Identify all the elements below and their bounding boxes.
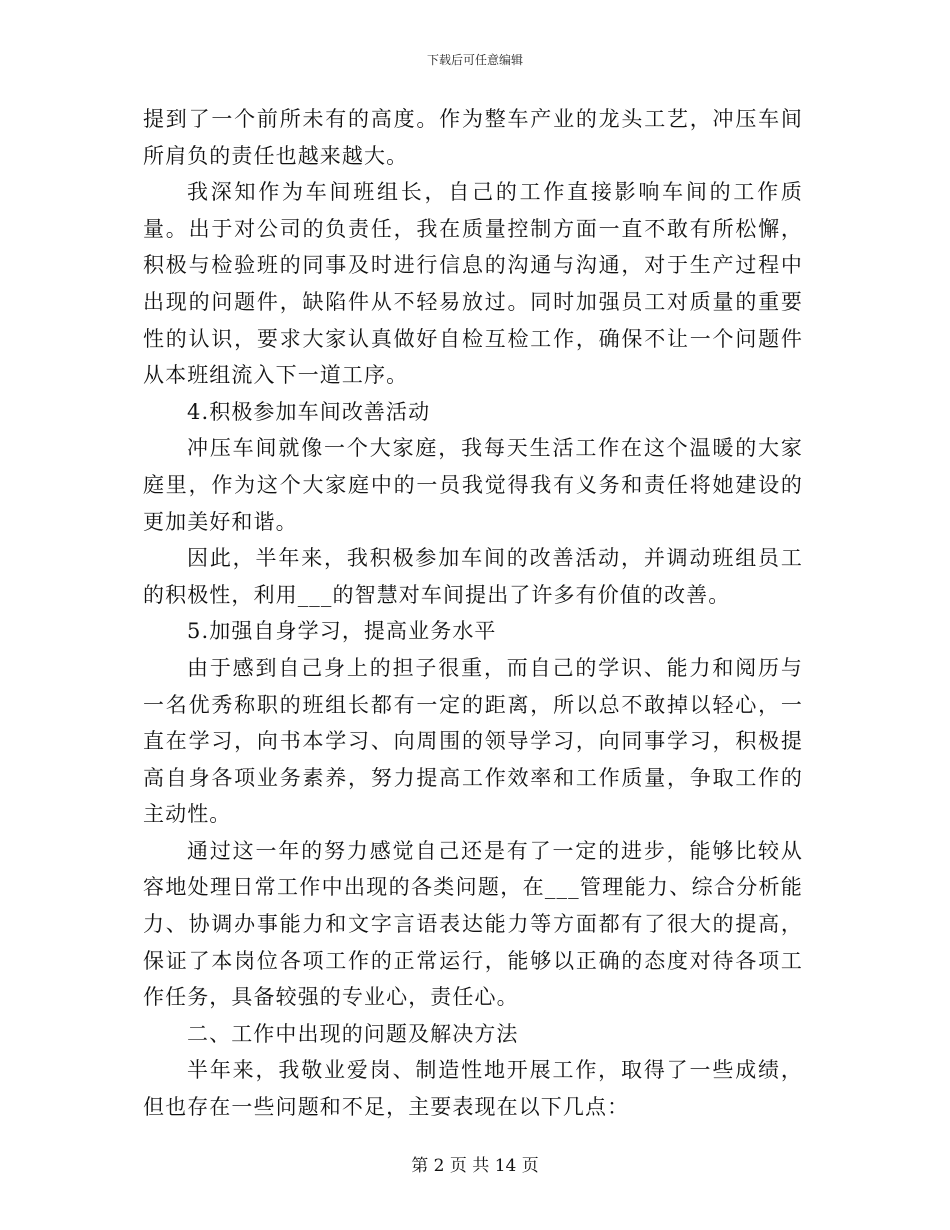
document-body [143, 101, 803, 1126]
paragraph: 通过这一年的努力感觉自己还是有了一定的进步，能够比较从容地处理日常工作中出现的各类问题，在___管理能力、综合分析能力、协调办事能力和文字言语表达能力等方面都有了很大的提高，保证了本岗位各项工作的正常运行，能够以正确的态度对待各项工作任务，具备较强的专业心，责任心。 [143, 838, 803, 1010]
paragraph: 半年来，我敬业爱岗、制造性地开展工作，取得了一些成绩，但也存在一些问题和不足，主要表现在以下几点： [143, 1058, 803, 1120]
section-heading: 二、工作中出现的问题及解决方法 [187, 1021, 519, 1046]
paragraph: 提到了一个前所未有的高度。作为整车产业的龙头工艺，冲压车间所肩负的责任也越来越大。 [143, 107, 803, 168]
paragraph: 我深知作为车间班组长，自己的工作直接影响车间的工作质量。出于对公司的负责任，我在质量控制方面一直不敢有所松懈，积极与检验班的同事及时进行信息的沟通与沟通，对于生产过程中出现的问题件，缺陷件从不轻易放过。同时加强员工对质量的重要性的认识，要求大家认真做好自检互检工作，确保不让一个问题件从本班组流入下一道工序。 [143, 180, 803, 388]
section-heading: 4.积极参加车间改善活动 [187, 399, 431, 424]
section-heading: 5.加强自身学习，提高业务水平 [187, 619, 497, 644]
page-footer: 第 2 页 共 14 页 [411, 1156, 539, 1176]
paragraph: 由于感到自己身上的担子很重，而自己的学识、能力和阅历与一名优秀称职的班组长都有一定的距离，所以总不敢掉以轻心，一直在学习，向书本学习、向周围的领导学习，向同事学习，积极提高自身各项业务素养，努力提高工作效率和工作质量，争取工作的主动性。 [143, 655, 803, 827]
page-header: 下载后可任意编辑 [426, 53, 523, 67]
paragraph: 冲压车间就像一个大家庭，我每天生活工作在这个温暖的大家庭里，作为这个大家庭中的一员我觉得我有义务和责任将她建设的更加美好和谐。 [143, 436, 803, 534]
paragraph: 因此，半年来，我积极参加车间的改善活动，并调动班组员工的积极性，利用___的智慧对车间提出了许多有价值的改善。 [143, 546, 803, 607]
